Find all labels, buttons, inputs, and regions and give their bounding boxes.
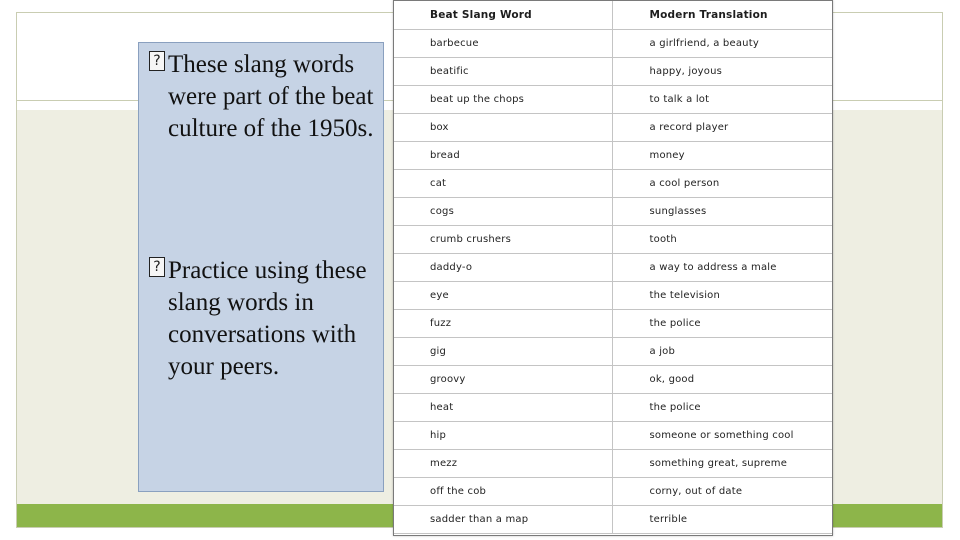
slang-word-cell: fuzz xyxy=(394,309,612,337)
bullet-item xyxy=(149,49,381,145)
table-row xyxy=(394,85,832,113)
slang-word-cell: off the cob xyxy=(394,477,612,505)
table-row xyxy=(394,113,832,141)
slang-word-cell: bread xyxy=(394,141,612,169)
slang-word-cell: crumb crushers xyxy=(394,225,612,253)
slang-word-cell: box xyxy=(394,113,612,141)
translation-cell: corny, out of date xyxy=(612,477,832,505)
slang-word-cell: sadder than a map xyxy=(394,505,612,533)
slang-word-cell: groovy xyxy=(394,365,612,393)
table-row xyxy=(394,421,832,449)
table-header-row xyxy=(394,1,832,29)
slang-table xyxy=(394,1,832,534)
table-row xyxy=(394,57,832,85)
translation-cell: the police xyxy=(612,393,832,421)
table-row xyxy=(394,505,832,533)
translation-cell: happy, joyous xyxy=(612,57,832,85)
bullet-glyph-icon: ? xyxy=(149,257,165,277)
bullet-text-box xyxy=(138,42,384,492)
translation-cell: the television xyxy=(612,281,832,309)
table-row xyxy=(394,281,832,309)
slang-word-cell: daddy-o xyxy=(394,253,612,281)
table-row xyxy=(394,225,832,253)
table-row xyxy=(394,169,832,197)
translation-cell: money xyxy=(612,141,832,169)
column-header-slang: Beat Slang Word xyxy=(394,1,612,29)
slang-word-cell: mezz xyxy=(394,449,612,477)
bullet-text: Practice using these slang words in conversations with your peers. xyxy=(168,257,367,380)
table-row xyxy=(394,337,832,365)
bullet-item xyxy=(149,255,381,383)
slang-word-cell: beatific xyxy=(394,57,612,85)
table-body xyxy=(394,29,832,533)
bullet-text: These slang words were part of the beat culture of the 1950s. xyxy=(168,51,374,142)
slang-table-image xyxy=(393,0,833,536)
translation-cell: a way to address a male xyxy=(612,253,832,281)
table-row xyxy=(394,29,832,57)
slang-word-cell: eye xyxy=(394,281,612,309)
translation-cell: ok, good xyxy=(612,365,832,393)
translation-cell: terrible xyxy=(612,505,832,533)
table-row xyxy=(394,253,832,281)
table-row xyxy=(394,309,832,337)
translation-cell: a girlfriend, a beauty xyxy=(612,29,832,57)
slang-word-cell: gig xyxy=(394,337,612,365)
translation-cell: to talk a lot xyxy=(612,85,832,113)
slang-word-cell: cat xyxy=(394,169,612,197)
column-header-translation: Modern Translation xyxy=(612,1,832,29)
translation-cell: tooth xyxy=(612,225,832,253)
translation-cell: a cool person xyxy=(612,169,832,197)
slang-word-cell: barbecue xyxy=(394,29,612,57)
table-row xyxy=(394,449,832,477)
bullet-glyph-icon: ? xyxy=(149,51,165,71)
slang-word-cell: cogs xyxy=(394,197,612,225)
table-row xyxy=(394,141,832,169)
slang-word-cell: heat xyxy=(394,393,612,421)
translation-cell: something great, supreme xyxy=(612,449,832,477)
translation-cell: a record player xyxy=(612,113,832,141)
slang-word-cell: beat up the chops xyxy=(394,85,612,113)
table-row xyxy=(394,365,832,393)
slang-word-cell: hip xyxy=(394,421,612,449)
translation-cell: sunglasses xyxy=(612,197,832,225)
translation-cell: the police xyxy=(612,309,832,337)
translation-cell: someone or something cool xyxy=(612,421,832,449)
table-row xyxy=(394,393,832,421)
translation-cell: a job xyxy=(612,337,832,365)
table-row xyxy=(394,197,832,225)
table-row xyxy=(394,477,832,505)
